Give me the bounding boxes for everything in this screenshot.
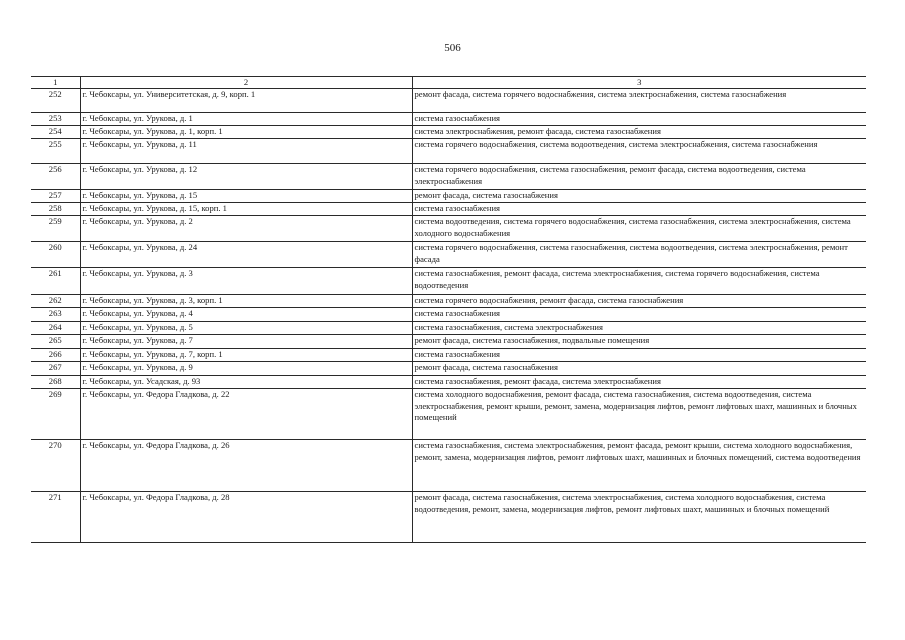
row-works: система газоснабжения, система электроснабжения, ремонт фасада, ремонт крыши, система холодного водоснабжения, ремонт, замена, модернизация лифтов, ремонт лифтовых шахт, машинных и блочных помещений, система водоотведения bbox=[412, 440, 866, 492]
table-row bbox=[31, 242, 866, 268]
column-header-number: 1 bbox=[31, 77, 80, 89]
row-number: 258 bbox=[31, 203, 80, 216]
row-number: 267 bbox=[31, 362, 80, 376]
table-row bbox=[31, 322, 866, 335]
column-header-works: 3 bbox=[412, 77, 866, 89]
row-number: 255 bbox=[31, 139, 80, 164]
row-number: 264 bbox=[31, 322, 80, 335]
row-works: система газоснабжения bbox=[412, 349, 866, 362]
row-address: г. Чебоксары, ул. Урукова, д. 1 bbox=[80, 113, 412, 126]
table-row bbox=[31, 308, 866, 322]
row-address: г. Чебоксары, ул. Университетская, д. 9, корп. 1 bbox=[80, 89, 412, 113]
row-number: 260 bbox=[31, 242, 80, 268]
row-number: 252 bbox=[31, 89, 80, 113]
row-address: г. Чебоксары, ул. Урукова, д. 7, корп. 1 bbox=[80, 349, 412, 362]
table-row bbox=[31, 376, 866, 389]
row-address: г. Чебоксары, ул. Федора Гладкова, д. 26 bbox=[80, 440, 412, 492]
table-row bbox=[31, 492, 866, 543]
row-address: г. Чебоксары, ул. Урукова, д. 12 bbox=[80, 164, 412, 190]
row-number: 259 bbox=[31, 216, 80, 242]
row-address: г. Чебоксары, ул. Урукова, д. 1, корп. 1 bbox=[80, 126, 412, 139]
table-row bbox=[31, 389, 866, 440]
column-header-address: 2 bbox=[80, 77, 412, 89]
row-address: г. Чебоксары, ул. Урукова, д. 3 bbox=[80, 268, 412, 295]
row-address: г. Чебоксары, ул. Урукова, д. 2 bbox=[80, 216, 412, 242]
table-row bbox=[31, 362, 866, 376]
row-number: 261 bbox=[31, 268, 80, 295]
table-row bbox=[31, 295, 866, 308]
row-number: 270 bbox=[31, 440, 80, 492]
row-address: г. Чебоксары, ул. Урукова, д. 11 bbox=[80, 139, 412, 164]
row-works: ремонт фасада, система горячего водоснабжения, система электроснабжения, система газоснабжения bbox=[412, 89, 866, 113]
table-row bbox=[31, 89, 866, 113]
row-address: г. Чебоксары, ул. Урукова, д. 4 bbox=[80, 308, 412, 322]
row-works: система горячего водоснабжения, система газоснабжения, система водоотведения, система электроснабжения, ремонт фасада bbox=[412, 242, 866, 268]
row-works: система горячего водоснабжения, система водоотведения, система электроснабжения, система газоснабжения bbox=[412, 139, 866, 164]
row-works: система электроснабжения, ремонт фасада, система газоснабжения bbox=[412, 126, 866, 139]
row-number: 265 bbox=[31, 335, 80, 349]
row-number: 262 bbox=[31, 295, 80, 308]
row-address: г. Чебоксары, ул. Урукова, д. 9 bbox=[80, 362, 412, 376]
table-row bbox=[31, 203, 866, 216]
row-address: г. Чебоксары, ул. Урукова, д. 15, корп. 1 bbox=[80, 203, 412, 216]
table-row bbox=[31, 126, 866, 139]
row-number: 254 bbox=[31, 126, 80, 139]
row-works: система водоотведения, система горячего водоснабжения, система газоснабжения, система электроснабжения, система холодного водоснабжения bbox=[412, 216, 866, 242]
row-works: система холодного водоснабжения, ремонт фасада, система газоснабжения, система водоотведения, система электроснабжения, ремонт крыши, ремонт, замена, модернизация лифтов, ремонт лифтовых шахт, машинных и блочных помещений bbox=[412, 389, 866, 440]
table-row bbox=[31, 113, 866, 126]
row-works: ремонт фасада, система газоснабжения, подвальные помещения bbox=[412, 335, 866, 349]
row-address: г. Чебоксары, ул. Урукова, д. 24 bbox=[80, 242, 412, 268]
table-row bbox=[31, 190, 866, 203]
table-row bbox=[31, 216, 866, 242]
row-number: 269 bbox=[31, 389, 80, 440]
row-works: ремонт фасада, система газоснабжения bbox=[412, 362, 866, 376]
row-address: г. Чебоксары, ул. Урукова, д. 3, корп. 1 bbox=[80, 295, 412, 308]
table-row bbox=[31, 440, 866, 492]
table-row bbox=[31, 139, 866, 164]
repair-works-table bbox=[31, 76, 866, 543]
row-works: ремонт фасада, система газоснабжения bbox=[412, 190, 866, 203]
row-number: 271 bbox=[31, 492, 80, 543]
row-works: система газоснабжения bbox=[412, 203, 866, 216]
table-row bbox=[31, 164, 866, 190]
row-works: система газоснабжения bbox=[412, 113, 866, 126]
row-works: система горячего водоснабжения, система газоснабжения, ремонт фасада, система водоотведения, система электроснабжения bbox=[412, 164, 866, 190]
page-number: 506 bbox=[444, 42, 461, 54]
row-address: г. Чебоксары, ул. Урукова, д. 15 bbox=[80, 190, 412, 203]
row-number: 257 bbox=[31, 190, 80, 203]
row-number: 253 bbox=[31, 113, 80, 126]
table-row bbox=[31, 268, 866, 295]
row-works: ремонт фасада, система газоснабжения, система электроснабжения, система холодного водоснабжения, система водоотведения, ремонт, замена, модернизация лифтов, ремонт лифтовых шахт, машинных и блочных помещений bbox=[412, 492, 866, 543]
row-address: г. Чебоксары, ул. Урукова, д. 7 bbox=[80, 335, 412, 349]
row-works: система газоснабжения, ремонт фасада, система электроснабжения, система горячего водоснабжения, система водоотведения bbox=[412, 268, 866, 295]
row-address: г. Чебоксары, ул. Усадская, д. 93 bbox=[80, 376, 412, 389]
table-body bbox=[31, 89, 866, 543]
row-works: система газоснабжения, ремонт фасада, система электроснабжения bbox=[412, 376, 866, 389]
row-address: г. Чебоксары, ул. Урукова, д. 5 bbox=[80, 322, 412, 335]
row-works: система газоснабжения bbox=[412, 308, 866, 322]
table-header-row bbox=[31, 77, 866, 89]
table-row bbox=[31, 349, 866, 362]
row-address: г. Чебоксары, ул. Федора Гладкова, д. 22 bbox=[80, 389, 412, 440]
row-address: г. Чебоксары, ул. Федора Гладкова, д. 28 bbox=[80, 492, 412, 543]
row-number: 268 bbox=[31, 376, 80, 389]
row-works: система горячего водоснабжения, ремонт фасада, система газоснабжения bbox=[412, 295, 866, 308]
row-number: 266 bbox=[31, 349, 80, 362]
row-number: 263 bbox=[31, 308, 80, 322]
table-row bbox=[31, 335, 866, 349]
row-works: система газоснабжения, система электроснабжения bbox=[412, 322, 866, 335]
row-number: 256 bbox=[31, 164, 80, 190]
